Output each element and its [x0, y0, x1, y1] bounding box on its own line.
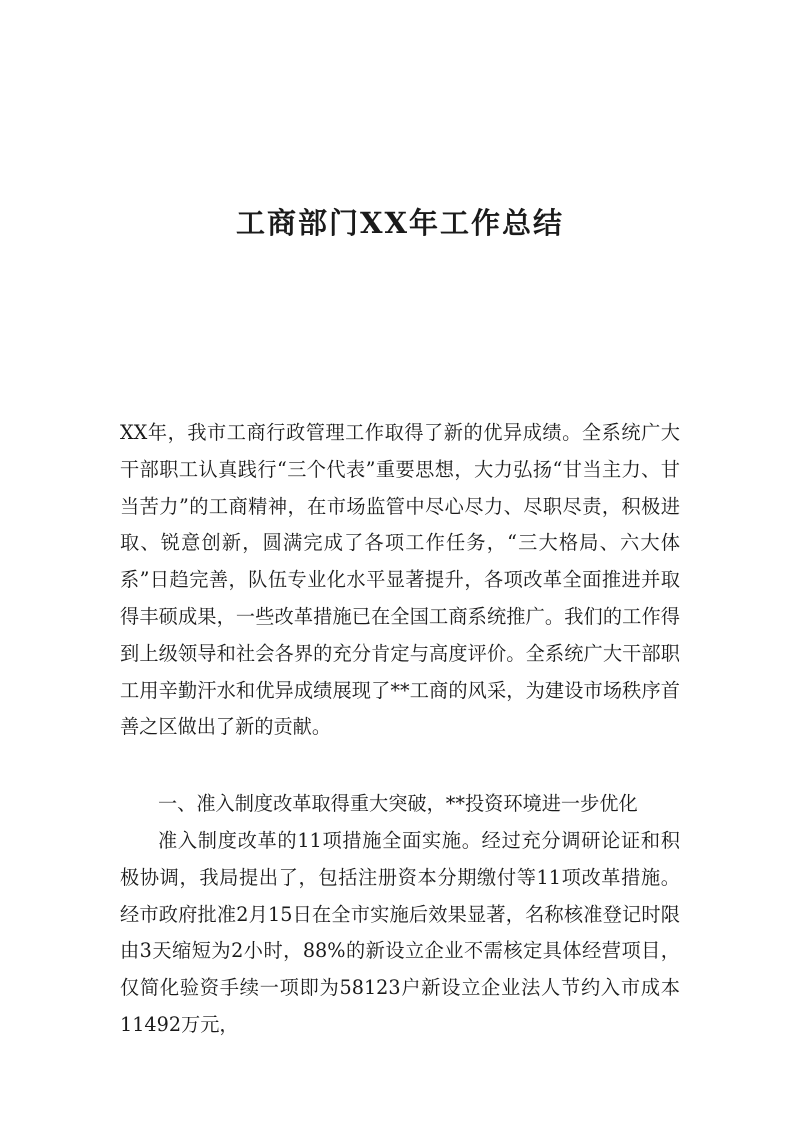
section-heading-1: 一、准入制度改革取得重大突破，**投资环境进一步优化 [158, 792, 638, 815]
document-title: 工商部门XX年工作总结 [235, 206, 564, 241]
intro-paragraph: XX年，我市工商行政管理工作取得了新的优异成绩。全系统广大干部职工认真践行“三个代表”重要思想，大力弘扬“甘当主力、甘当苦力”的工商精神，在市场监管中尽心尽力、尽职尽责，积极进取、锐意创新，圆满完成了各项工作任务，“三大格局、六大体系”日趋完善，队伍专业化水平显著提升，各项改革全面推进并取得丰硕成果，一些改革措施已在全国工商系统推广。我们的工作得到上级领导和社会各界的充分肯定与高度评价。全系统广大干部职工用辛勤汗水和优异成绩展现了**工商的风采，为建设市场秩序首善之区做出了新的贡献。 [120, 421, 680, 739]
section-1-paragraph: 准入制度改革的11项措施全面实施。经过充分调研论证和积极协调，我局提出了，包括注册资本分期缴付等11项改革措施。经市政府批准2月15日在全市实施后效果显著，名称核准登记时限由3天缩短为2小时，88%的新设立企业不需核定具体经营项目，仅简化验资手续一项即为58123户新设立企业法人节约入市成本11492万元， [120, 829, 680, 1036]
